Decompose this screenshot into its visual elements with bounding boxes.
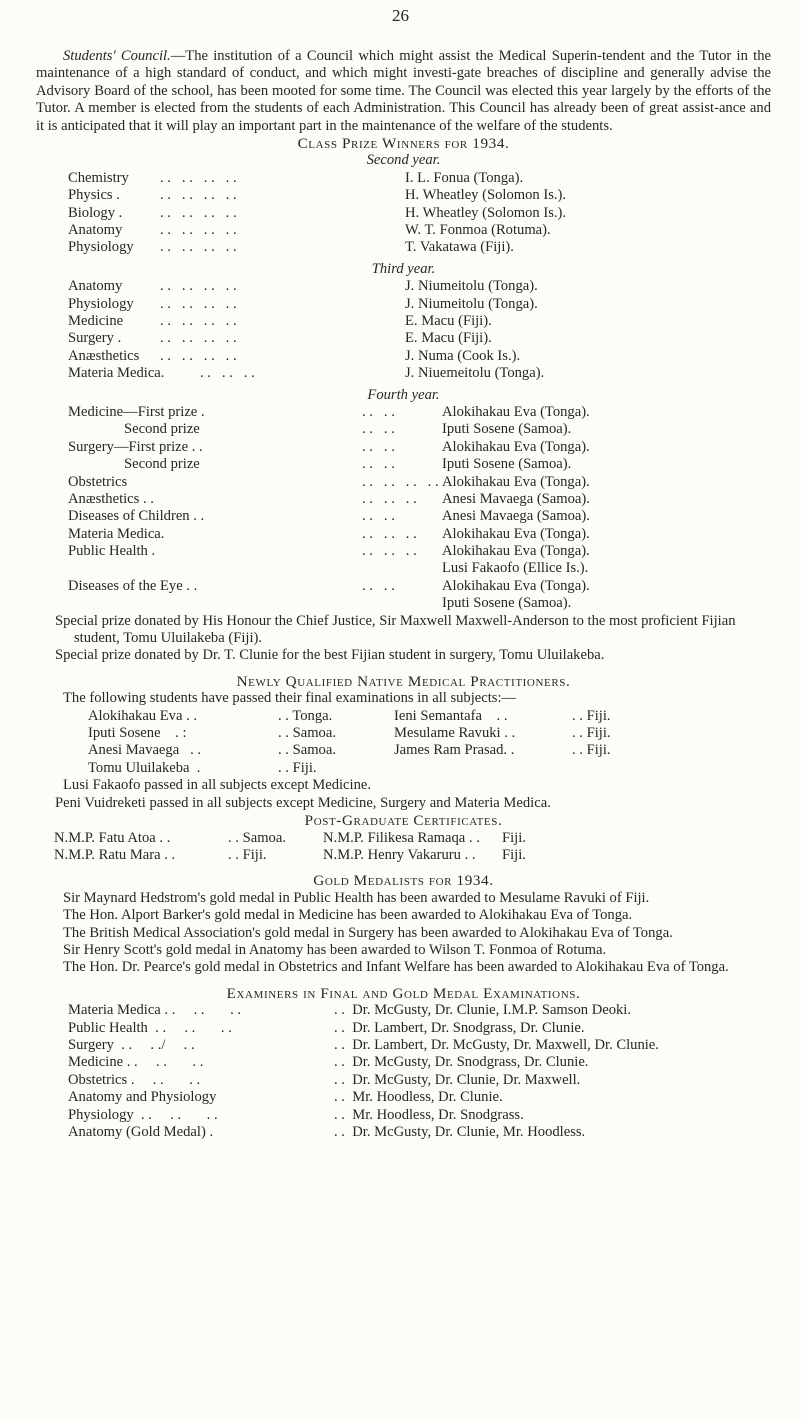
prize-winner: E. Macu (Fiji). bbox=[405, 312, 492, 329]
prize-subject: Public Health . bbox=[68, 543, 156, 560]
prize-row bbox=[36, 239, 771, 256]
page-number: 26 bbox=[392, 6, 409, 25]
examiner-row bbox=[36, 1107, 771, 1124]
examiner-subject: Obstetrics . . . . . bbox=[68, 1071, 201, 1088]
prize-subject: Physics . bbox=[68, 187, 120, 204]
prize-dots: . . . . . . bbox=[362, 490, 417, 507]
post-graduate-cell: N.M.P. Henry Vakaruru . . bbox=[323, 846, 476, 863]
newly-qualified-cell: James Ram Prasad. . bbox=[394, 742, 515, 759]
examiner-row bbox=[36, 1020, 771, 1037]
prize-subject: Obstetrics bbox=[68, 473, 128, 490]
prize-winner: Alokihakau Eva (Tonga). bbox=[442, 525, 590, 542]
prize-subject: Physiology bbox=[68, 295, 134, 312]
prize-dots: . . . . . . . . bbox=[362, 473, 439, 490]
gold-medal-5: The Hon. Dr. Pearce's gold medal in Obstetrics and Infant Welfare has been awarded to Alokihakau Eva of Tonga. bbox=[63, 959, 729, 976]
prize-dots: . . . . . . . . bbox=[160, 239, 237, 256]
council-text: —The institution of a Council which might assist the Medical Superin-tendent and the Tutor in the maintenance of a high standard of conduct, and which might investi-gate breaches of discipline and generally advise the Advisory Board of the school, has been mooted for some time. The Council was elected this year largely by the efforts of the Tutor. A member is elected from the students of each Administration. This Council has already been of great assist-ance and it is anticipated that it will play an important part in the maintenance of the welfare of the students. bbox=[36, 48, 771, 134]
prize-dots: . . . . . . . . bbox=[160, 204, 237, 221]
prize-dots: . . . . . . . . bbox=[160, 347, 237, 364]
prize-row bbox=[36, 439, 771, 456]
prize-dots: . . . . . . . . bbox=[160, 187, 237, 204]
prize-dots: . . . . . . . . bbox=[160, 222, 237, 239]
newly-qualified-cell: . . Fiji. bbox=[278, 759, 317, 776]
prize-subject: Medicine—First prize . bbox=[68, 403, 205, 420]
prize-winner: J. Niumeitolu (Tonga). bbox=[405, 278, 538, 295]
special-prize-1: Special prize donated by His Honour the Chief Justice, Sir Maxwell Maxwell-Anderson to the most proficient Fijian student, Tomu Uluilakeba (Fiji). bbox=[55, 612, 736, 647]
prize-dots: . . . . bbox=[362, 421, 395, 438]
post-graduate-cell: . . Samoa. bbox=[228, 829, 286, 846]
prize-dots: . . . . . . bbox=[362, 525, 417, 542]
examiner-subject: Public Health . . . . . . bbox=[68, 1019, 232, 1036]
prize-row bbox=[36, 278, 771, 295]
prize-subject: Biology . bbox=[68, 204, 123, 221]
prize-winner: H. Wheatley (Solomon Is.). bbox=[405, 204, 567, 221]
prize-dots: . . . . . . . . bbox=[160, 169, 237, 186]
newly-qualified-cell bbox=[394, 760, 572, 777]
newly-qualified-cell: . . Samoa. bbox=[278, 725, 336, 742]
prize-row bbox=[36, 560, 771, 577]
prize-subject: Anæsthetics . . bbox=[68, 490, 154, 507]
newly-qualified-table bbox=[36, 708, 771, 778]
newly-qualified-cell bbox=[572, 760, 652, 777]
examiner-subject: Materia Medica . . . . . . bbox=[68, 1002, 242, 1019]
examiners-heading: Examiners in Final and Gold Medal Examinations. bbox=[226, 984, 581, 1002]
second-year-list bbox=[36, 170, 771, 257]
examiner-names: . . Dr. McGusty, Dr. Snodgrass, Dr. Clunie. bbox=[334, 1054, 589, 1071]
examiner-names: . . Mr. Hoodless, Dr. Snodgrass. bbox=[334, 1106, 524, 1123]
prize-subject: Materia Medica. bbox=[68, 525, 165, 542]
examiner-subject: Medicine . . . . . . bbox=[68, 1054, 204, 1071]
prize-dots: . . . . . . . . bbox=[160, 330, 237, 347]
prize-row bbox=[36, 313, 771, 330]
prize-row bbox=[36, 508, 771, 525]
prize-row bbox=[36, 578, 771, 595]
prize-winner: H. Wheatley (Solomon Is.). bbox=[405, 187, 567, 204]
examiner-names: . . Dr. McGusty, Dr. Clunie, Dr. Maxwell. bbox=[334, 1071, 581, 1088]
fourth-year-label: Fourth year. bbox=[367, 386, 440, 403]
prize-winner: Anesi Mavaega (Samoa). bbox=[442, 490, 590, 507]
prize-winner: Iputi Sosene (Samoa). bbox=[442, 456, 572, 473]
newly-qualified-cell: Ieni Semantafa . . bbox=[394, 707, 508, 724]
examiner-subject: Anatomy and Physiology bbox=[68, 1089, 217, 1106]
prize-subject: Medicine bbox=[68, 312, 124, 329]
prize-subject: Anatomy bbox=[68, 278, 123, 295]
document-body bbox=[36, 48, 771, 1141]
examiner-names: . . Mr. Hoodless, Dr. Clunie. bbox=[334, 1089, 503, 1106]
council-heading: Students' Council. bbox=[63, 48, 171, 64]
prize-dots: . . . . bbox=[362, 456, 395, 473]
prize-winner: Anesi Mavaega (Samoa). bbox=[442, 508, 590, 525]
post-graduate-cell: N.M.P. Ratu Mara . . bbox=[54, 846, 176, 863]
prize-winner: Iputi Sosene (Samoa). bbox=[442, 421, 572, 438]
prize-winner: T. Vakatawa (Fiji). bbox=[405, 239, 514, 256]
prize-winner: J. Niumeitolu (Tonga). bbox=[405, 295, 538, 312]
gold-medal-2: The Hon. Alport Barker's gold medal in Medicine has been awarded to Alokihakau Eva of Tonga. bbox=[63, 907, 633, 924]
prize-dots: . . . . bbox=[362, 508, 395, 525]
prize-subject: Second prize bbox=[124, 456, 200, 473]
prize-row bbox=[36, 404, 771, 421]
post-graduate-cell: N.M.P. Fatu Atoa . . bbox=[54, 829, 171, 846]
prize-row bbox=[36, 543, 771, 560]
prize-winner: J. Numa (Cook Is.). bbox=[405, 347, 521, 364]
prize-winner: Alokihakau Eva (Tonga). bbox=[442, 473, 590, 490]
prize-dots: . . . . bbox=[362, 438, 395, 455]
prize-dots: . . . . bbox=[362, 577, 395, 594]
prize-dots: . . . . bbox=[362, 403, 395, 420]
examiner-subject: Physiology . . . . . . bbox=[68, 1106, 218, 1123]
prize-subject: Second prize bbox=[124, 421, 200, 438]
prize-subject: Physiology bbox=[68, 239, 134, 256]
third-year-list bbox=[36, 278, 771, 382]
newly-qualified-cell: Mesulame Ravuki . . bbox=[394, 725, 516, 742]
prize-winner: W. T. Fonmoa (Rotuma). bbox=[405, 222, 551, 239]
special-prize-2: Special prize donated by Dr. T. Clunie for the best Fijian student in surgery, Tomu Uluilakeba. bbox=[55, 647, 605, 664]
gold-medal-1: Sir Maynard Hedstrom's gold medal in Public Health has been awarded to Mesulame Ravuki of Fiji. bbox=[63, 889, 650, 906]
post-graduate-cell: N.M.P. Filikesa Ramaqa . . bbox=[323, 829, 480, 846]
examiner-row bbox=[36, 1089, 771, 1106]
fourth-year-list bbox=[36, 404, 771, 613]
newly-qualified-cell: Alokihakau Eva . . bbox=[88, 707, 198, 724]
examiner-row bbox=[36, 1072, 771, 1089]
prize-row bbox=[36, 456, 771, 473]
prize-row bbox=[36, 348, 771, 365]
prize-dots: . . . . . . . . bbox=[160, 312, 237, 329]
prize-subject: Anæsthetics bbox=[68, 347, 140, 364]
post-graduate-cell: Fiji. bbox=[502, 846, 526, 863]
examiner-row bbox=[36, 1124, 771, 1141]
prize-row bbox=[36, 595, 771, 612]
prize-winner: Alokihakau Eva (Tonga). bbox=[442, 543, 590, 560]
prize-winner: Alokihakau Eva (Tonga). bbox=[442, 438, 590, 455]
prize-winner: I. L. Fonua (Tonga). bbox=[405, 169, 524, 186]
examiner-names: . . Dr. Lambert, Dr. Snodgrass, Dr. Clunie. bbox=[334, 1019, 585, 1036]
post-graduate-table bbox=[36, 830, 771, 865]
newly-qualified-cell: Anesi Mavaega . . bbox=[88, 742, 202, 759]
examiners-list bbox=[36, 1002, 771, 1141]
council-paragraph bbox=[36, 48, 771, 135]
post-graduate-cell: Fiji. bbox=[502, 829, 526, 846]
gold-medalists-heading: Gold Medalists for 1934. bbox=[313, 872, 494, 890]
examiner-names: . . Dr. Lambert, Dr. McGusty, Dr. Maxwell, Dr. Clunie. bbox=[334, 1036, 659, 1053]
prize-winner: E. Macu (Fiji). bbox=[405, 330, 492, 347]
examiner-names: . . Dr. McGusty, Dr. Clunie, Mr. Hoodless. bbox=[334, 1124, 586, 1141]
prize-row bbox=[36, 491, 771, 508]
prize-subject: Materia Medica. bbox=[68, 365, 165, 382]
post-graduate-cell: . . Fiji. bbox=[228, 846, 267, 863]
prize-winner: Alokihakau Eva (Tonga). bbox=[442, 403, 590, 420]
third-year-label: Third year. bbox=[371, 260, 436, 277]
class-prize-heading: Class Prize Winners for 1934. bbox=[297, 135, 510, 153]
examiner-row bbox=[36, 1002, 771, 1019]
prize-winner: Lusi Fakaofo (Ellice Is.). bbox=[442, 560, 589, 577]
nq-note-2: Peni Vuidreketi passed in all subjects except Medicine, Surgery and Materia Medica. bbox=[55, 794, 551, 811]
prize-row bbox=[36, 222, 771, 239]
prize-dots: . . . . . . . . bbox=[160, 295, 237, 312]
prize-subject: Diseases of the Eye . . bbox=[68, 577, 198, 594]
newly-qualified-cell: Tomu Uluilakeba . bbox=[88, 759, 201, 776]
newly-qualified-cell: . . Fiji. bbox=[572, 742, 611, 759]
newly-qualified-cell: . . Fiji. bbox=[572, 725, 611, 742]
prize-row bbox=[36, 296, 771, 313]
gold-medal-4: Sir Henry Scott's gold medal in Anatomy has been awarded to Wilson T. Fonmoa of Rotuma. bbox=[63, 941, 607, 958]
prize-subject: Surgery . bbox=[68, 330, 122, 347]
newly-qualified-cell: Iputi Sosene . : bbox=[88, 725, 187, 742]
newly-qualified-cell: . . Tonga. bbox=[278, 707, 333, 724]
examiner-subject: Anatomy (Gold Medal) . bbox=[68, 1124, 214, 1141]
newly-qualified-intro: The following students have passed their final examinations in all subjects:— bbox=[63, 690, 517, 707]
prize-dots: . . . . . . . . bbox=[160, 278, 237, 295]
prize-winner: J. Niuemeitolu (Tonga). bbox=[405, 365, 545, 382]
prize-row bbox=[36, 205, 771, 222]
prize-subject: Surgery—First prize . . bbox=[68, 438, 203, 455]
examiner-row bbox=[36, 1037, 771, 1054]
newly-qualified-cell: . . Samoa. bbox=[278, 742, 336, 759]
gold-medal-3: The British Medical Association's gold medal in Surgery has been awarded to Alokihakau Eva of Tonga. bbox=[63, 924, 673, 941]
prize-row bbox=[36, 365, 771, 382]
prize-row bbox=[36, 421, 771, 438]
prize-subject: Chemistry bbox=[68, 169, 129, 186]
prize-dots: . . . . . . bbox=[362, 543, 417, 560]
prize-row bbox=[36, 330, 771, 347]
prize-row bbox=[36, 474, 771, 491]
prize-subject: Diseases of Children . . bbox=[68, 508, 205, 525]
examiner-row bbox=[36, 1054, 771, 1071]
newly-qualified-heading: Newly Qualified Native Medical Practitioners. bbox=[236, 672, 571, 690]
prize-row bbox=[36, 170, 771, 187]
newly-qualified-cell: . . Fiji. bbox=[572, 707, 611, 724]
prize-winner: Iputi Sosene (Samoa). bbox=[442, 595, 572, 612]
second-year-label: Second year. bbox=[366, 152, 441, 169]
post-graduate-heading: Post-Graduate Certificates. bbox=[304, 812, 503, 830]
examiner-names: . . Dr. McGusty, Dr. Clunie, I.M.P. Samson Deoki. bbox=[334, 1002, 632, 1019]
prize-dots: . . . . . . bbox=[200, 365, 255, 382]
prize-subject: Anatomy bbox=[68, 222, 123, 239]
prize-row bbox=[36, 187, 771, 204]
nq-note-1: Lusi Fakaofo passed in all subjects except Medicine. bbox=[63, 777, 372, 794]
prize-winner: Alokihakau Eva (Tonga). bbox=[442, 577, 590, 594]
prize-row bbox=[36, 526, 771, 543]
examiner-subject: Surgery . . . ./ . . bbox=[68, 1036, 195, 1053]
